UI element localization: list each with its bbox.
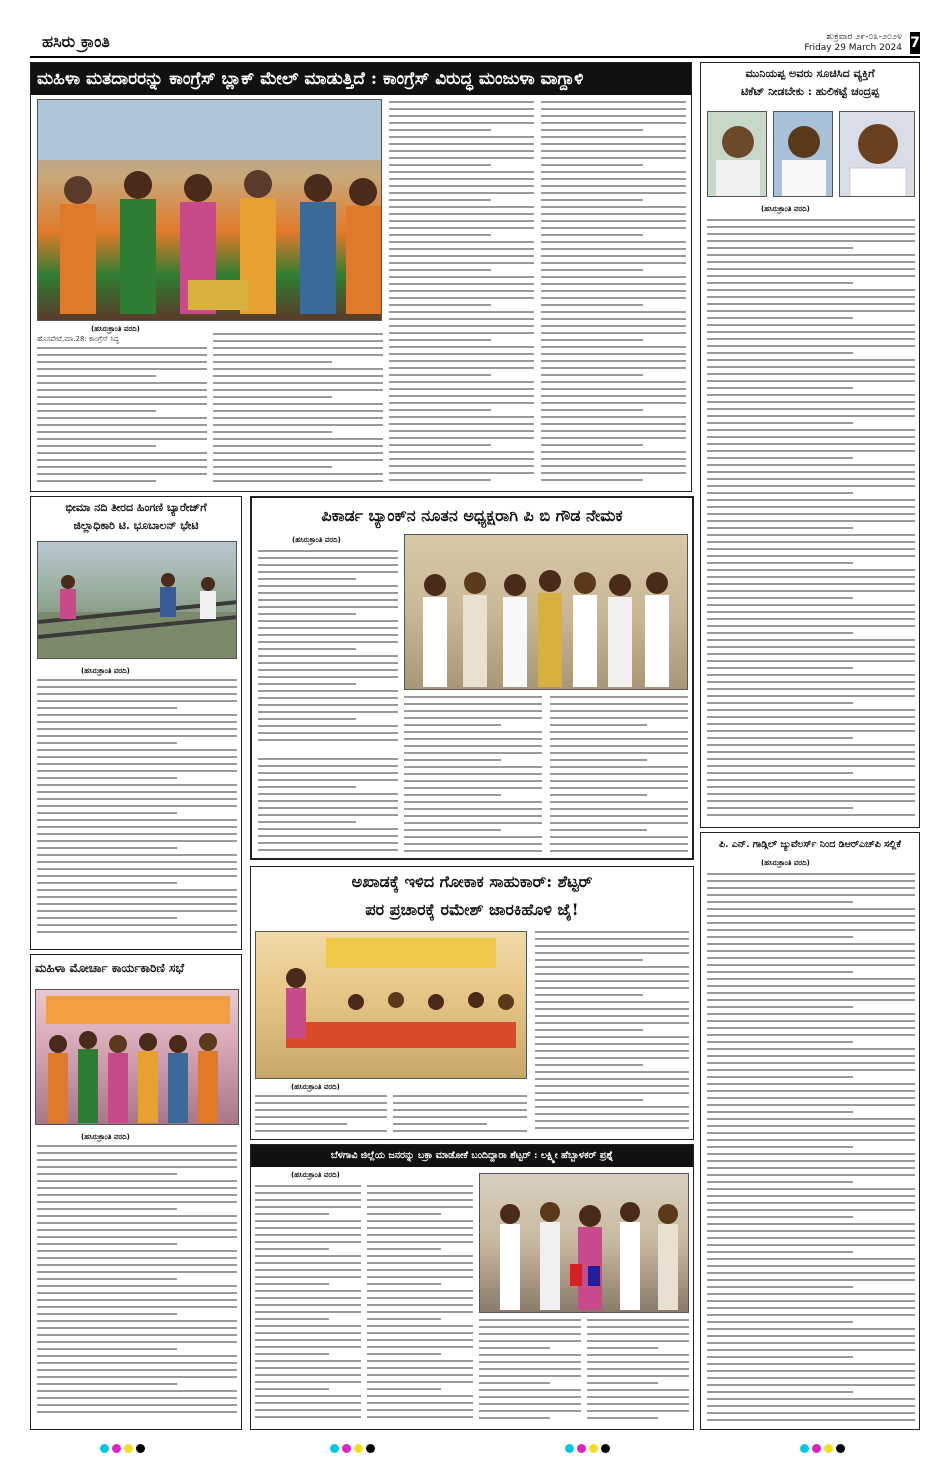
body-column-3 — [404, 696, 542, 856]
magenta-mark — [812, 1444, 821, 1453]
credit: (ಹಸಿರುಕ್ರಾಂತಿ ವರದಿ) — [81, 667, 130, 675]
headline: ಪಿ. ಎನ್. ಗಾಡ್ಗಿಲ್ ಜ್ಯುವೆಲರ್ಸ್ ನಿಂದ ಡಿಆರ್‌ಎಚ್‌ಪಿ ಸಲ್ಲಿಕೆ — [719, 839, 901, 850]
yellow-mark — [824, 1444, 833, 1453]
credit: (ಹಸಿರುಕ್ರಾಂತಿ ವರದಿ) — [291, 1171, 340, 1179]
headline: ಮಹಿಳಾ ಮೋರ್ಚಾ ಕಾರ್ಯಕಾರಿಣಿ ಸಭೆ — [35, 961, 185, 975]
headline-line-1: ಅಖಾಡಕ್ಕೆ ಇಳಿದ ಗೋಕಾಕ ಸಾಹುಕಾರ್: ಶೆಟ್ಟರ್ — [351, 872, 593, 891]
date-kannada: ಶುಕ್ರವಾರ ೨೯-೦೩-೨೦೨೪ — [826, 32, 902, 42]
body-column-1 — [255, 1185, 361, 1425]
body-column-3 — [535, 931, 689, 1137]
body-column-4 — [550, 696, 688, 856]
body-text — [37, 679, 237, 945]
credit: (ಹಸಿರುಕ್ರಾಂತಿ ವರದಿ) — [761, 859, 810, 867]
headline: ಬೆಳಗಾವಿ ಜಿಲ್ಲೆಯ ಜನರನ್ನು ಬಕ್ರಾ ಮಾಡೋಕೆ ಬಂದಿದ್ದಾರಾ ಶೆಟ್ಟರ್ : ಲಕ್ಷ್ಮೀ ಹೆಬ್ಬಾಳಕರ್ ಪ್ರಶ್ನೆ — [251, 1145, 693, 1167]
registration-marks-right — [800, 1444, 845, 1453]
magenta-mark — [112, 1444, 121, 1453]
article-mahila-matadararu — [30, 62, 692, 492]
meeting-photo — [255, 931, 527, 1079]
article-pikard — [250, 496, 694, 860]
credit: (ಹಸಿರುಕ್ರಾಂತಿ ವರದಿ) — [91, 325, 140, 333]
morcha-meeting-photo — [35, 989, 239, 1125]
rally-photo — [37, 99, 382, 321]
registration-marks-center-right — [565, 1444, 610, 1453]
article-bheema — [30, 496, 242, 950]
body-column-3 — [389, 101, 534, 487]
felicitation-photo — [404, 534, 688, 690]
headline: ಮಹಿಳಾ ಮತದಾರರನ್ನು ಕಾಂಗ್ರೆಸ್ ಬ್ಲಾಕ್ ಮೇಲ್ ಮಾಡುತ್ತಿದೆ : ಕಾಂಗ್ರೆಸ್ ವಿರುದ್ಧ ಮಂಜುಳಾ ವಾಗ್ದಾಳಿ — [31, 63, 691, 95]
headline: ಪಿಕಾರ್ಡ ಬ್ಯಾಂಕ್‌ನ ನೂತನ ಅಧ್ಯಕ್ಷರಾಗಿ ಪಿ ಬಿ ಗೌಡ ನೇಮಕ — [321, 506, 623, 525]
rally-photo-figures — [38, 100, 382, 321]
yellow-mark — [124, 1444, 133, 1453]
body-text — [707, 873, 915, 1425]
portrait-photo-3 — [839, 111, 915, 197]
cyan-mark — [800, 1444, 809, 1453]
article-mahila-morcha — [30, 954, 242, 1430]
body-text — [37, 1145, 237, 1425]
credit: (ಹಸಿರುಕ್ರಾಂತಿ ವರದಿ) — [81, 1133, 130, 1141]
body-column-2 — [213, 333, 383, 487]
yellow-mark — [354, 1444, 363, 1453]
press-photo — [479, 1173, 689, 1313]
black-mark — [366, 1444, 375, 1453]
body-column-2 — [367, 1185, 473, 1425]
cyan-mark — [100, 1444, 109, 1453]
article-akhada — [250, 866, 694, 1140]
body-column-3 — [479, 1319, 581, 1425]
black-mark — [136, 1444, 145, 1453]
date-block — [804, 32, 902, 54]
masthead — [30, 30, 920, 58]
yellow-mark — [589, 1444, 598, 1453]
article-muniyappa — [700, 62, 920, 828]
portrait-photo-2 — [773, 111, 833, 197]
body-column-2 — [393, 1095, 527, 1137]
lead-line: ಹೊಸಪೇಟೆ,ಮಾ.28: ಕಾಂಗ್ರೆಸ್ ಸಿದ್ಧ — [37, 335, 120, 343]
magenta-mark — [342, 1444, 351, 1453]
registration-marks-left — [100, 1444, 145, 1453]
page-number: 7 — [910, 32, 920, 54]
credit: (ಹಸಿರುಕ್ರಾಂತಿ ವರದಿ) — [292, 536, 341, 544]
body-text — [707, 219, 915, 823]
body-column-4 — [587, 1319, 689, 1425]
barrage-photo — [37, 541, 237, 659]
registration-marks-center-left — [330, 1444, 375, 1453]
headline-line-1: ಮುನಿಯಪ್ಪ ಅವರು ಸೂಚಿಸಿದ ವ್ಯಕ್ತಿಗೆ — [745, 67, 875, 80]
body-column-1 — [37, 347, 207, 487]
credit: (ಹಸಿರುಕ್ರಾಂತಿ ವರದಿ) — [761, 205, 810, 213]
article-gadgil — [700, 832, 920, 1430]
date-english: Friday 29 March 2024 — [804, 43, 902, 53]
body-column-4 — [541, 101, 686, 487]
credit: (ಹಸಿರುಕ್ರಾಂತಿ ವರದಿ) — [291, 1083, 340, 1091]
headline-line-2: ಜಿಲ್ಲಾಧಿಕಾರಿ ಟಿ. ಭೂಬಾಲನ್ ಭೇಟಿ — [73, 519, 199, 532]
cyan-mark — [330, 1444, 339, 1453]
article-belagavi — [250, 1144, 694, 1430]
body-column-1 — [258, 550, 398, 750]
body-column-1 — [255, 1095, 387, 1137]
cyan-mark — [565, 1444, 574, 1453]
magenta-mark — [577, 1444, 586, 1453]
headline-line-1: ಭೀಮಾ ನದಿ ತೀರದ ಹಿಂಗಣಿ ಬ್ಯಾರೇಜ್‌ಗೆ — [65, 501, 207, 514]
black-mark — [836, 1444, 845, 1453]
headline-line-2: ಟಿಕೆಟ್ ನೀಡಬೇಕು : ಹುಲಿಕಟ್ಟೆ ಚಂದ್ರಪ್ಪ — [741, 85, 879, 98]
body-column-2 — [258, 758, 398, 856]
portrait-photo-1 — [707, 111, 767, 197]
headline-line-2: ಪರ ಪ್ರಚಾರಕ್ಕೆ ರಮೇಶ್ ಜಾರಕಿಹೊಳಿ ಜೈ! — [365, 900, 579, 919]
black-mark — [601, 1444, 610, 1453]
paper-name: ಹಸಿರು ಕ್ರಾಂತಿ — [42, 32, 110, 51]
